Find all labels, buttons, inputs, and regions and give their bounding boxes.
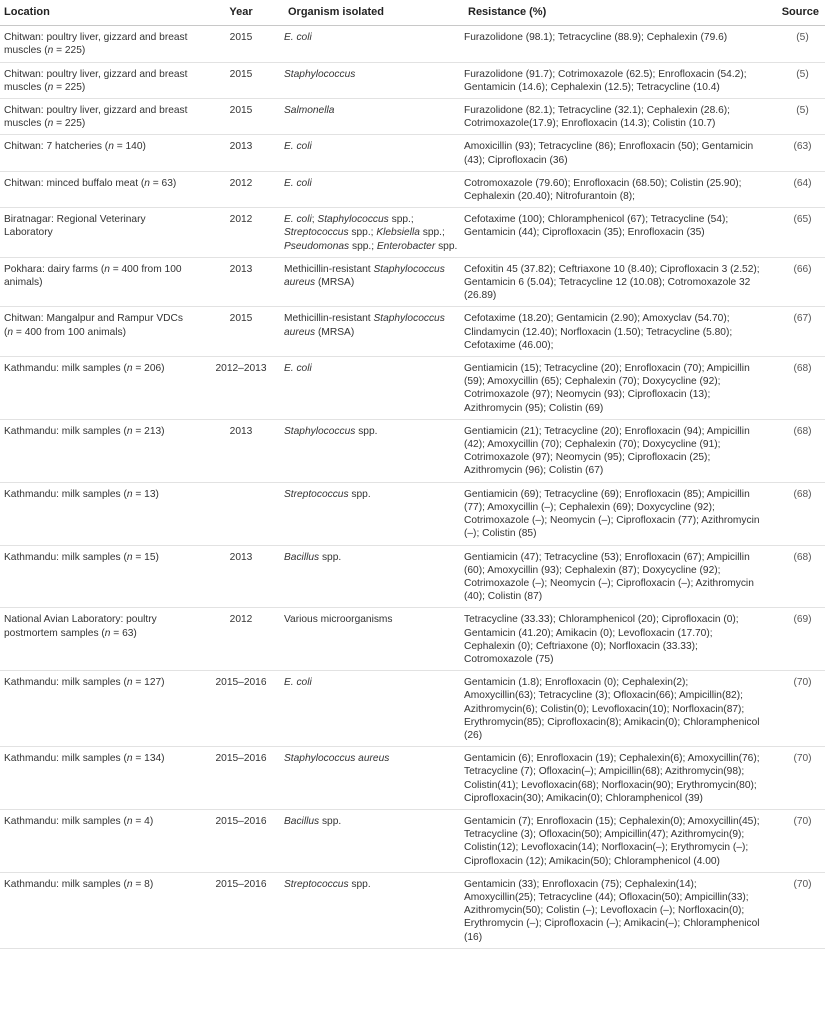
cell-organism — [284, 608, 464, 671]
organism-segment: spp. — [319, 815, 342, 827]
location-segment: Pokhara: dairy farms ( — [4, 263, 105, 275]
cell-source: (67) — [764, 307, 825, 357]
cell-resistance: Amoxicillin (93); Tetracycline (86); Enrofloxacin (50); Gentamicin (43); Ciprofloxacin (36) — [464, 135, 764, 171]
cell-organism — [284, 357, 464, 420]
cell-year: 2013 — [198, 135, 284, 171]
cell-resistance: Gentiamicin (15); Tetracycline (20); Enrofloxacin (70); Ampicillin (59); Amoxycillin (65); Cephalexin (70); Doxycycline (92); Cotrimoxazole (97); Neomycin (93); Ciprofloxacin (13); Azithromycin (95); Colistin (69) — [464, 357, 764, 420]
table-row — [0, 171, 825, 207]
table-row — [0, 872, 825, 948]
location-segment: Chitwan: poultry liver, gizzard and breast muscles ( — [4, 105, 188, 130]
location-segment: Kathmandu: milk samples ( — [4, 551, 127, 563]
organism-segment: Staphylococcus — [317, 214, 389, 226]
location-segment: Chitwan: 7 hatcheries ( — [4, 141, 109, 153]
cell-resistance: Gentamicin (7); Enrofloxacin (15); Cephalexin(0); Amoxycillin(45); Tetracycline (3); Ofloxacin(50); Ampicillin(47); Azithromycin(9); Colistin(12); Levofloxacin(14); Norfloxacin(–); Erythromycin (–); Ciprofloxacin (12); Amikacin(50); Chloramphenicol (4.00) — [464, 809, 764, 872]
cell-location — [0, 809, 198, 872]
cell-organism — [284, 482, 464, 545]
location-segment: Kathmandu: milk samples ( — [4, 488, 127, 500]
cell-year: 2012 — [198, 171, 284, 207]
cell-source: (5) — [764, 62, 825, 98]
table-row — [0, 257, 825, 307]
location-segment: = 400 from 100 animals) — [4, 263, 182, 289]
cell-year: 2015–2016 — [198, 747, 284, 810]
location-segment: = 63) — [110, 627, 137, 639]
location-segment: n — [47, 81, 54, 93]
location-segment: = 225) — [53, 81, 86, 93]
cell-resistance: Gentiamicin (47); Tetracycline (53); Enrofloxacin (67); Ampicillin (60); Amoxycillin (93); Cephalexin (87); Doxycycline (92); Cotrimoxazole (–); Neomycin (–); Ciprofloxacin (–); Azithromycin (40); Colistin (87) — [464, 545, 764, 608]
cell-source: (70) — [764, 747, 825, 810]
organism-segment: Klebsiella — [376, 227, 420, 239]
header-source: Source — [764, 0, 825, 26]
cell-location — [0, 671, 198, 747]
organism-segment: E. coli — [284, 141, 312, 153]
table-row — [0, 747, 825, 810]
location-segment: n — [126, 488, 133, 500]
location-segment: National Avian Laboratory: poultry postmortem samples ( — [4, 614, 157, 639]
location-segment: Kathmandu: milk samples ( — [4, 753, 127, 765]
organism-segment: ; — [311, 214, 318, 226]
location-segment: = 13) — [132, 488, 159, 500]
cell-source: (70) — [764, 809, 825, 872]
cell-location — [0, 747, 198, 810]
cell-organism — [284, 26, 464, 62]
cell-source: (5) — [764, 99, 825, 135]
cell-organism — [284, 99, 464, 135]
cell-source: (70) — [764, 872, 825, 948]
location-segment: Chitwan: minced buffalo meat ( — [4, 177, 145, 189]
location-segment: = 400 from 100 animals) — [13, 326, 127, 338]
table-row — [0, 482, 825, 545]
cell-source: (70) — [764, 671, 825, 747]
header-location: Location — [0, 0, 198, 26]
cell-location — [0, 872, 198, 948]
table-row — [0, 809, 825, 872]
cell-source: (68) — [764, 357, 825, 420]
location-segment: = 213) — [132, 425, 165, 437]
location-segment: n — [144, 177, 150, 189]
location-segment: = 134) — [132, 753, 165, 765]
location-segment: n — [108, 141, 114, 153]
location-segment: n — [47, 45, 54, 57]
location-segment: = 8) — [132, 878, 154, 890]
organism-segment: spp. — [348, 878, 371, 890]
cell-source: (66) — [764, 257, 825, 307]
table-row — [0, 545, 825, 608]
table-row — [0, 671, 825, 747]
location-segment: n — [104, 627, 111, 639]
location-segment: = 206) — [132, 363, 165, 375]
location-segment: n — [7, 326, 14, 338]
cell-organism — [284, 135, 464, 171]
location-segment: = 63) — [149, 177, 177, 189]
table-row — [0, 135, 825, 171]
organism-segment: Streptococcus — [284, 488, 349, 500]
cell-location — [0, 482, 198, 545]
cell-year: 2015 — [198, 62, 284, 98]
organism-segment: Bacillus — [284, 551, 320, 563]
cell-organism — [284, 545, 464, 608]
table-row — [0, 26, 825, 62]
organism-segment: E. coli — [284, 177, 312, 189]
cell-year: 2012 — [198, 608, 284, 671]
cell-resistance: Tetracycline (33.33); Chloramphenicol (20); Ciprofloxacin (0); Gentamicin (41.20); Amikacin (0); Levofloxacin (17.70); Cephalexin (0); Ceftriaxone (0); Norfloxacin (33.33); Cotromoxazole (75) — [464, 608, 764, 671]
location-segment: n — [126, 815, 133, 827]
cell-location — [0, 26, 198, 62]
organism-segment: spp.; — [348, 227, 377, 239]
location-segment: n — [126, 425, 133, 437]
organism-segment: Various microorganisms — [284, 614, 393, 626]
organism-segment: E. coli — [284, 363, 312, 375]
location-segment: = 225) — [53, 118, 86, 130]
organism-segment: spp. — [435, 240, 458, 252]
cell-location — [0, 257, 198, 307]
organism-segment: Staphylococcus — [284, 425, 356, 437]
organism-segment: spp. — [355, 425, 378, 437]
cell-resistance: Cefoxitin 45 (37.82); Ceftriaxone 10 (8.40); Ciprofloxacin 3 (2.52); Gentamicin 6 (5.04); Tetracycline 12 (10.08); Cotromoxazole 32 (26.89) — [464, 257, 764, 307]
cell-resistance: Gentiamicin (21); Tetracycline (20); Enrofloxacin (94); Ampicillin (42); Amoxycillin (70); Cephalexin (70); Doxycycline (91); Cotrimoxazole (97); Neomycin (95); Ciprofloxacin (25); Azithromycin (96); Colistin (67) — [464, 419, 764, 482]
cell-location — [0, 171, 198, 207]
cell-source: (69) — [764, 608, 825, 671]
cell-source: (68) — [764, 482, 825, 545]
cell-location — [0, 357, 198, 420]
cell-year: 2012–2013 — [198, 357, 284, 420]
organism-segment: spp.; — [388, 214, 414, 226]
organism-segment: spp.; — [349, 240, 377, 252]
cell-year: 2013 — [198, 419, 284, 482]
organism-segment: Methicillin-resistant — [284, 313, 374, 325]
header-row — [0, 0, 825, 26]
location-segment: Kathmandu: milk samples ( — [4, 815, 127, 827]
location-segment: Kathmandu: milk samples ( — [4, 878, 127, 890]
location-segment: n — [126, 878, 133, 890]
organism-segment: Streptococcus — [284, 227, 349, 239]
organism-segment: Staphylococcus — [284, 68, 356, 80]
cell-year: 2015–2016 — [198, 671, 284, 747]
location-segment: n — [126, 363, 133, 375]
cell-organism — [284, 62, 464, 98]
location-segment: Kathmandu: milk samples ( — [4, 677, 127, 689]
organism-segment: Staphylococcus aureus — [284, 313, 445, 338]
organism-segment: Pseudomonas — [284, 240, 350, 252]
header-resistance: Resistance (%) — [464, 0, 764, 26]
table-row — [0, 357, 825, 420]
location-segment: = 15) — [132, 551, 159, 563]
cell-organism — [284, 419, 464, 482]
organism-segment: E. coli — [284, 214, 312, 226]
cell-location — [0, 419, 198, 482]
cell-source: (65) — [764, 208, 825, 258]
location-segment: n — [126, 677, 133, 689]
cell-source: (63) — [764, 135, 825, 171]
location-segment: Chitwan: poultry liver, gizzard and breast muscles ( — [4, 68, 188, 93]
cell-organism — [284, 809, 464, 872]
table-row — [0, 419, 825, 482]
cell-resistance: Gentamicin (1.8); Enrofloxacin (0); Cephalexin(2); Amoxycillin(63); Tetracycline (3); Ofloxacin(66); Ampicillin(82); Azithromycin(6); Colistin(0); Levofloxacin(10); Norfloxacin(87); Erythromycin(85); Ciprofloxacin(8); Amikacin(0); Chloramphenicol (26) — [464, 671, 764, 747]
cell-location — [0, 307, 198, 357]
table-row — [0, 62, 825, 98]
organism-segment: Salmonella — [284, 105, 335, 117]
cell-resistance: Gentiamicin (69); Tetracycline (69); Enrofloxacin (85); Ampicillin (77); Amoxycillin (–); Cephalexin (69); Doxycycline (92); Cotrimoxazole (–); Neomycin (–); Ciprofloxacin (77); Azithromycin (–); Colistin (85) — [464, 482, 764, 545]
cell-year: 2015–2016 — [198, 872, 284, 948]
header-organism: Organism isolated — [284, 0, 464, 26]
table-row — [0, 99, 825, 135]
organism-segment: Staphylococcus aureus — [284, 263, 445, 289]
cell-year: 2015 — [198, 26, 284, 62]
location-segment: Kathmandu: milk samples ( — [4, 363, 127, 375]
cell-resistance: Furazolidone (98.1); Tetracycline (88.9); Cephalexin (79.6) — [464, 26, 764, 62]
cell-source: (64) — [764, 171, 825, 207]
organism-segment: Streptococcus — [284, 878, 349, 890]
organism-segment: Staphylococcus aureus — [284, 753, 390, 765]
table-body — [0, 26, 825, 949]
cell-year: 2015–2016 — [198, 809, 284, 872]
cell-resistance: Gentamicin (6); Enrofloxacin (19); Cephalexin(6); Amoxycillin(76); Tetracycline (7); Ofloxacin(–); Ampicillin(68); Azithromycin(98); Colistin(41); Levofloxacin(68); Norfloxacin(90); Erythromycin(80); Ciprofloxacin(30); Amikacin(0); Chloramphenicol (39) — [464, 747, 764, 810]
location-segment: n — [47, 118, 54, 130]
location-segment: Kathmandu: milk samples ( — [4, 425, 127, 437]
cell-source: (68) — [764, 419, 825, 482]
cell-organism — [284, 747, 464, 810]
table-row — [0, 208, 825, 258]
organism-segment: E. coli — [284, 677, 312, 689]
cell-location — [0, 608, 198, 671]
cell-year: 2015 — [198, 99, 284, 135]
organism-segment: Methicillin-resistant — [284, 263, 374, 275]
organism-segment: spp.; — [419, 227, 445, 239]
cell-year: 2012 — [198, 208, 284, 258]
location-segment: = 225) — [53, 45, 86, 57]
cell-location — [0, 545, 198, 608]
organism-segment: spp. — [319, 551, 342, 563]
table-header — [0, 0, 825, 26]
table-row — [0, 307, 825, 357]
cell-organism — [284, 257, 464, 307]
cell-resistance: Cotromoxazole (79.60); Enrofloxacin (68.50); Colistin (25.90); Cephalexin (20.40); Nitrofurantoin (8); — [464, 171, 764, 207]
location-segment: n — [126, 753, 133, 765]
location-segment: Chitwan: Mangalpur and Rampur VDCs ( — [4, 313, 183, 338]
cell-resistance: Gentamicin (33); Enrofloxacin (75); Cephalexin(14); Amoxycillin(25); Tetracycline (44); Ofloxacin(50); Ampicillin(33); Azithromycin(50); Colistin (–); Levofloxacin (–); Norfloxacin(0); Erythromycin (–); Ciprofloxacin (–); Amikacin(–); Chloramphenicol (16) — [464, 872, 764, 948]
cell-location — [0, 208, 198, 258]
cell-location — [0, 135, 198, 171]
cell-resistance: Cefotaxime (18.20); Gentamicin (2.90); Amoxyclav (54.70); Clindamycin (12.40); Norfloxacin (1.50); Tetracycline (5.80); Cefotaxime (46.00); — [464, 307, 764, 357]
table-row — [0, 608, 825, 671]
location-segment: n — [104, 263, 110, 275]
organism-segment: Bacillus — [284, 815, 320, 827]
organism-segment: (MRSA) — [315, 326, 355, 338]
cell-year: 2015 — [198, 307, 284, 357]
location-segment: = 127) — [132, 677, 165, 689]
organism-segment: spp. — [348, 488, 371, 500]
cell-source: (5) — [764, 26, 825, 62]
location-segment: n — [126, 551, 133, 563]
cell-location — [0, 62, 198, 98]
cell-resistance: Furazolidone (82.1); Tetracycline (32.1); Cephalexin (28.6); Cotrimoxazole(17.9); Enrofloxacin (14.3); Colistin (10.7) — [464, 99, 764, 135]
location-segment: = 140) — [113, 141, 146, 153]
cell-organism — [284, 872, 464, 948]
cell-organism — [284, 671, 464, 747]
cell-location — [0, 99, 198, 135]
location-segment: = 4) — [132, 815, 154, 827]
cell-year: 2013 — [198, 545, 284, 608]
cell-organism — [284, 171, 464, 207]
cell-source: (68) — [764, 545, 825, 608]
cell-organism — [284, 208, 464, 258]
organism-segment: (MRSA) — [315, 277, 355, 289]
organism-segment: E. coli — [284, 32, 312, 44]
cell-organism — [284, 307, 464, 357]
header-year: Year — [198, 0, 284, 26]
cell-resistance: Cefotaxime (100); Chloramphenicol (67); Tetracycline (54); Gentamicin (44); Ciprofloxacin (35); Enrofloxacin (35) — [464, 208, 764, 258]
location-segment: Biratnagar: Regional Veterinary Laboratory — [4, 214, 146, 239]
organism-segment: Enterobacter — [376, 240, 436, 252]
location-segment: Chitwan: poultry liver, gizzard and breast muscles ( — [4, 32, 188, 57]
cell-resistance: Furazolidone (91.7); Cotrimoxazole (62.5); Enrofloxacin (54.2); Gentamicin (14.6); Cephalexin (12.5); Tetracycline (10.4) — [464, 62, 764, 98]
cell-year: 2013 — [198, 257, 284, 307]
cell-year — [198, 482, 284, 545]
